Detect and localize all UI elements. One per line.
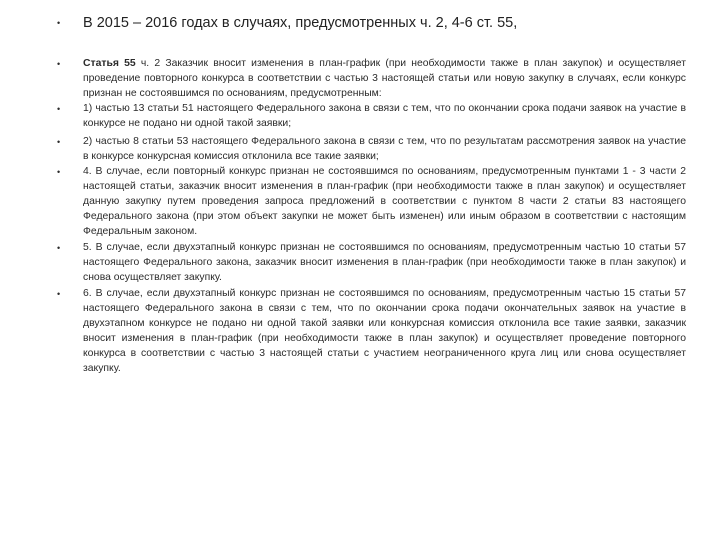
list-item-text: 5. В случае, если двухэтапный конкурс признан не состоявшимся по основаниям, предусмотренным частью 10 статьи 57 настоящего Федерального закона, заказчик вносит изменения в план-график (при необходимости также в план закупок) и снова осуществляет закупку. bbox=[83, 242, 686, 283]
heading-bullet: • bbox=[57, 18, 61, 28]
list-item-article-55 bbox=[83, 56, 686, 101]
list-item bbox=[83, 134, 686, 164]
list-item bbox=[83, 286, 686, 376]
article-reference: Статья 55 bbox=[83, 58, 136, 69]
list-item bbox=[83, 101, 686, 131]
list-bullet: • bbox=[57, 59, 61, 69]
list-item-text: 1) частью 13 статьи 51 настоящего Федерального закона в связи с тем, что по окончании срока подачи заявок на участие в конкурсе не подано ни одной такой заявки; bbox=[83, 103, 686, 129]
list-bullet: • bbox=[57, 104, 61, 114]
list-bullet: • bbox=[57, 167, 61, 177]
list-item-text: 6. В случае, если двухэтапный конкурс признан не состоявшимся по основаниям, предусмотренным частью 15 статьи 57 настоящего Федерального закона в связи с тем, что по окончании срока подачи окончательных заявок на участие в двухэтапном конкурсе не подано ни одной такой заявки или конкурсная комиссия отклонила все такие заявки, заказчик вносит изменения в план-график (при необходимости также в план закупок) и осуществляет проведение повторного конкурса в соответствии с частью 3 настоящей статьи с участием неограниченного круга лиц или снова осуществляет закупку. bbox=[83, 288, 686, 374]
list-item-text: 4. В случае, если повторный конкурс признан не состоявшимся по основаниям, предусмотренным пунктами 1 - 3 части 2 настоящей статьи, заказчик вносит изменения в план-график (при необходимости также в план закупок) и осуществляет данную закупку путем проведения запроса предложений в соответствии с пунктом 8 части 2 статьи 83 настоящего Федерального закона (при этом объект закупки не может быть изменен) или иным образом в соответствии с настоящим Федеральным законом. bbox=[83, 166, 686, 237]
list-item-text: ч. 2 Заказчик вносит изменения в план-график (при необходимости также в план закупок) и осуществляет проведение повторного конкурса в соответствии с частью 3 настоящей статьи или новую закупку в случаях, если конкурс признан не состоявшимся по основаниям, предусмотренным: bbox=[83, 58, 687, 99]
list-bullet: • bbox=[57, 243, 61, 253]
list-item bbox=[83, 240, 686, 285]
list-item-text: 2) частью 8 статьи 53 настоящего Федерального закона в связи с тем, что по результатам рассмотрения заявок на участие в конкурсе конкурсная комиссия отклонила все такие заявки; bbox=[83, 136, 686, 162]
list-bullet: • bbox=[57, 289, 61, 299]
list-item bbox=[83, 164, 686, 239]
list-bullet: • bbox=[57, 137, 61, 147]
slide-heading: В 2015 – 2016 годах в случаях, предусмотренных ч. 2, 4-6 ст. 55, bbox=[83, 15, 518, 31]
